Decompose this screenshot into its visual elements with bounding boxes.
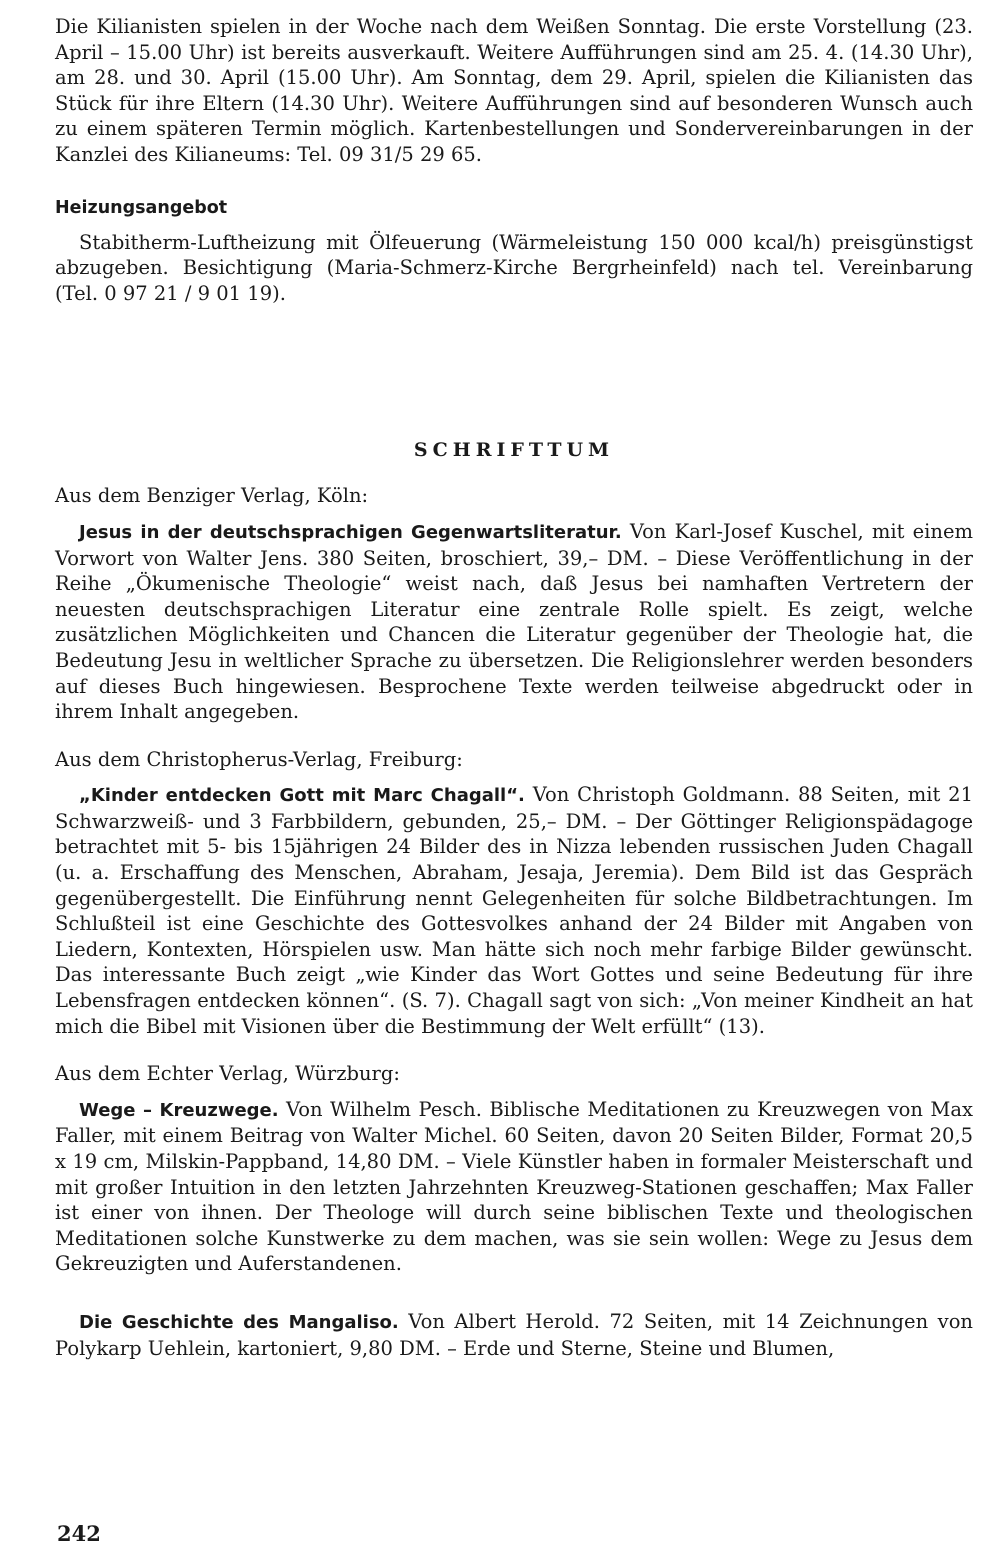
review-body: Von Christoph Goldmann. 88 Seiten, mit 21 Schwarzweiß- und 3 Farbbildern, gebunden, 25,– DM. – Der Göttinger Religionspädagoge betrachtet mit 5- bis 15jährigen 24 Bilder des in Nizza lebenden russischen Juden Chagall (u. a. Erschaffung des Menschen, Abraham, Jesaja, Jeremia). Dem Bild ist das Gespräch gegenübergestellt. Die Einführung nennt Gelegenheiten für solche Bildbetrachtungen. Im Schlußteil ist eine Geschichte des Gottesvolkes anhand der 24 Bilder mit Angaben von Liedern, Kontexten, Hörspielen usw. Man hätte sich noch mehr farbige Bilder gewünscht. Das interessante Buch zeigt „wie Kinder das Wort Gottes und seine Bedeutung für ihre Lebensfragen entdecken können“. (S. 7). Chagall sagt von sich: „Von meiner Kindheit an hat mich die Bibel mit Visionen über die Bestimmung der Welt erfüllt“ (13).	[55, 783, 973, 1038]
review-text	[55, 1097, 973, 1277]
book-title: Die Geschichte des Mangaliso.	[79, 1311, 399, 1333]
review-text	[55, 1309, 973, 1361]
review-entry	[55, 483, 973, 724]
review-entry	[55, 747, 973, 1040]
book-title: Wege – Kreuzwege.	[79, 1099, 279, 1121]
page-body	[55, 14, 973, 1361]
publisher-line: Aus dem Benziger Verlag, Köln:	[55, 484, 369, 508]
review-body: Von Albert Herold. 72 Seiten, mit 14 Zeichnungen von Polykarp Uehlein, kartoniert, 9,80 DM. – Erde und Sterne, Steine und Blumen,	[55, 1309, 973, 1360]
publisher-line: Aus dem Echter Verlag, Würzburg:	[55, 1062, 400, 1086]
section-title: SCHRIFTTUM	[413, 439, 615, 462]
heizung-text: Stabitherm-Luftheizung mit Ölfeuerung (Wärmeleistung 150 000 kcal/h) preisgünstigst abzugeben. Besichtigung (Maria-Schmerz-Kirche Bergrheinfeld) nach tel. Vereinbarung (Tel. 0 97 21 / 9 01 19).	[55, 230, 973, 305]
page-number: 242	[57, 1521, 101, 1546]
review-text	[55, 782, 973, 1039]
book-title: Jesus in der deutschsprachigen Gegenwartsliteratur.	[79, 521, 622, 543]
book-title: „Kinder entdecken Gott mit Marc Chagall“.	[79, 785, 525, 807]
heizung-heading: Heizungsangebot	[55, 197, 228, 218]
review-text	[55, 519, 973, 725]
review-body: Von Wilhelm Pesch. Biblische Meditationen zu Kreuzwegen von Max Faller, mit einem Beitrag von Walter Michel. 60 Seiten, davon 20 Seiten Bilder, Format 20,5 x 19 cm, Milskin-Pappband, 14,80 DM. – Viele Künstler haben in formaler Meisterschaft und mit großer Intuition in den letzten Jahrzehnten Kreuzweg-Stationen geschaffen; Max Faller ist einer von ihnen. Der Theologe will durch seine biblischen Texte und theologischen Meditationen solche Kunstwerke zu dem machen, was sie sein wollen: Wege zu Jesus dem Gekreuzigten und Auferstandenen.	[55, 1097, 973, 1276]
publisher-line: Aus dem Christopherus-Verlag, Freiburg:	[55, 747, 463, 771]
review-body: Von Karl-Josef Kuschel, mit einem Vorwort von Walter Jens. 380 Seiten, broschiert, 39,– DM. – Diese Veröffentlichung in der Reihe „Ökumenische Theologie“ weist nach, daß Jesus bei namhaften Vertretern der neuesten deutschsprachigen Literatur eine zentrale Rolle spielt. Es zeigt, welche zusätzlichen Möglichkeiten und Chancen die Literatur gegenüber der Theologie hat, die Bedeutung Jesu in weltlicher Sprache zu übersetzen. Die Religionslehrer werden besonders auf dieses Buch hingewiesen. Besprochene Texte werden teilweise abgedruckt oder in ihrem Inhalt angegeben.	[55, 519, 973, 724]
review-entry	[55, 1061, 973, 1277]
intro-paragraph: Die Kilianisten spielen in der Woche nach dem Weißen Sonntag. Die erste Vorstellung (23. April – 15.00 Uhr) ist bereits ausverkauft. Weitere Aufführungen sind am 25. 4. (14.30 Uhr), am 28. und 30. April (15.00 Uhr). Am Sonntag, dem 29. April, spielen die Kilianisten das Stück für ihre Eltern (14.30 Uhr). Weitere Aufführungen sind auf besonderen Wunsch auch zu einem späteren Termin möglich. Kartenbestellungen und Sondervereinbarungen in der Kanzlei des Kilianeums: Tel. 09 31/5 29 65.	[55, 15, 973, 166]
